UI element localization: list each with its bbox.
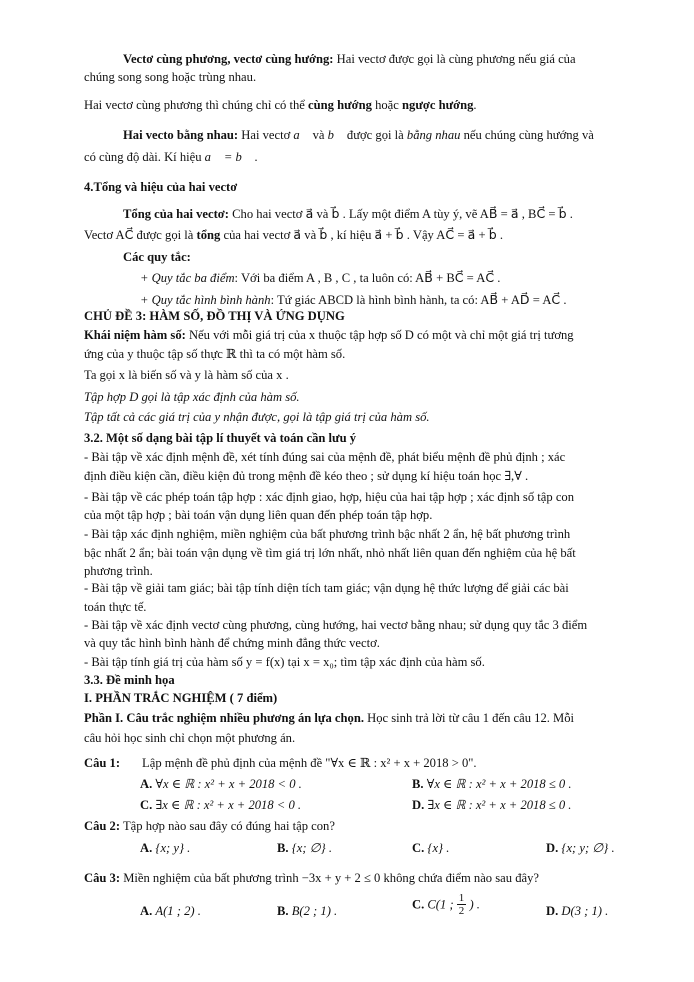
para-vector-collinear-line2: chúng song song hoặc trùng nhau. [84,70,257,84]
q1-option-b[interactable]: B. ∀x ∈ ℝ : x² + x + 2018 ≤ 0 . [412,777,572,791]
bullet-line: - Bài tập tính giá trị của hàm số y = f(x) tại x = x₀; tìm tập xác định của hàm số. [84,655,485,669]
part-title: I. PHẦN TRẮC NGHIỆM ( 7 điểm) [84,691,278,705]
para-function-line2: ứng của y thuộc tập số thực ℝ thì ta có một hàm số. [84,347,346,361]
question-2: Câu 2: Tập hợp nào sau đây có đúng hai tập con? [84,819,335,833]
bullet-line: toán thực tế. [84,600,147,614]
q3-option-c[interactable]: C. C(1 ; $\frac{1}{2}$ ) . [412,892,480,917]
para-vector-sum: Tổng của hai vectơ: Cho hai vectơ a⃗ và b⃗ . Lấy một điểm A tùy ý, vẽ AB⃗ = a⃗ , BC⃗ = b⃗ . [123,207,573,221]
q1-option-d[interactable]: D. ∃x ∈ ℝ : x² + x + 2018 ≤ 0 . [412,798,572,812]
bullet-line: của một tập hợp ; bài toán vận dụng liên quan đến phép toán tập hợp. [84,508,433,522]
bullet-line: bậc nhất 2 ẩn; bài toán vận dụng về tìm giá trị lớn nhất, nhỏ nhất liên quan đến nghiệm của hệ bất [84,546,576,560]
q3-option-b[interactable]: B. B(2 ; 1) . [277,904,338,918]
para-equal-vectors-line2: có cùng độ dài. Kí hiệu a⃗ = b⃗ . [84,150,258,164]
q3-option-a[interactable]: A. A(1 ; 2) . [140,904,201,918]
para-function-concept: Khái niệm hàm số: Nếu với mỗi giá trị của x thuộc tập hợp số D có một và chỉ một giá trị tương [84,328,574,342]
fraction: $\frac{1}{2}$ [458,892,465,917]
para-function-line5: Tập tất cả các giá trị của y nhận được, gọi là tập giá trị của hàm số. [84,410,430,424]
part1-instructions: Phần I. Câu trắc nghiệm nhiều phương án lựa chọn. Học sinh trả lời từ câu 1 đến câu 12. Mỗi [84,711,575,725]
q2-option-a[interactable]: A. {x; y} . [140,841,191,855]
bullet-line: - Bài tập xác định nghiệm, miền nghiệm của bất phương trình bậc nhất 2 ẩn, hệ bất phương trình [84,527,571,541]
rules-heading: Các quy tắc: [123,250,191,264]
rule-three-points: + Quy tắc ba điểm: Với ba điểm A , B , C , ta luôn có: AB⃗ + BC⃗ = AC⃗ . [140,271,501,285]
q3-option-d[interactable]: D. D(3 ; 1) . [546,904,609,918]
section-heading-exercise-types: 3.2. Một số dạng bài tập lí thuyết và toán cần lưu ý [84,431,357,445]
q1-option-a[interactable]: A. ∀x ∈ ℝ : x² + x + 2018 < 0 . [140,777,302,791]
question-3: Câu 3: Miền nghiệm của bất phương trình −3x + y + 2 ≤ 0 không chứa điểm nào sau đây? [84,871,539,885]
q2-option-b[interactable]: B. {x; ∅} . [277,841,332,855]
bullet-line: - Bài tập về giải tam giác; bài tập tính diện tích tam giác; vận dụng hệ thức lượng để giải các bài [84,581,569,595]
topic-heading: CHỦ ĐỀ 3: HÀM SỐ, ĐỒ THỊ VÀ ỨNG DỤNG [84,309,345,323]
bullet-line: - Bài tập về xác định mệnh đề, xét tính đúng sai của mệnh đề, phát biểu mệnh đề phủ định ; xác [84,450,566,464]
part1-instructions-line2: câu hỏi học sinh chỉ chọn một phương án. [84,731,296,745]
q2-option-c[interactable]: C. {x} . [412,841,450,855]
bullet-line: - Bài tập về xác định vectơ cùng phương, cùng hướng, hai vectơ bằng nhau; sử dụng quy tắc 3 điểm [84,618,588,632]
term-collinear: Vectơ cùng phương, vectơ cùng hướng: [123,52,334,66]
para-function-line3: Ta gọi x là biến số và y là hàm số của x . [84,368,289,382]
bullet-line: - Bài tập về các phép toán tập hợp : xác định giao, hợp, hiệu của hai tập hợp ; xác định số tập con [84,490,575,504]
para-function-line4: Tập hợp D gọi là tập xác định của hàm số. [84,390,300,404]
rule-parallelogram: + Quy tắc hình bình hành: Tứ giác ABCD là hình bình hành, ta có: AB⃗ + AD⃗ = AC⃗ . [140,293,567,307]
para-same-direction: Hai vectơ cùng phương thì chúng chỉ có thể cùng hướng hoặc ngược hướng. [84,98,477,112]
section-heading-sample-test: 3.3. Đề minh họa [84,673,175,687]
bullet-line: định điều kiện cần, điều kiện đủ trong mệnh đề kéo theo ; sử dụng kí hiệu toán học ∃,∀ . [84,469,529,483]
para-vector-sum-line2: Vectơ AC⃗ được gọi là tổng của hai vectơ a⃗ và b⃗ , kí hiệu a⃗ + b⃗ . Vậy AC⃗ = a⃗ + b⃗ . [84,228,503,242]
question-1: Câu 1: Lập mệnh đề phủ định của mệnh đề "∀x ∈ ℝ : x² + x + 2018 > 0". [84,756,477,770]
para-vector-collinear: Vectơ cùng phương, vectơ cùng hướng: Hai vectơ được gọi là cùng phương nếu giá của [123,52,576,66]
q2-option-d[interactable]: D. {x; y; ∅} . [546,841,615,855]
q1-option-c[interactable]: C. ∃x ∈ ℝ : x² + x + 2018 < 0 . [140,798,302,812]
section-heading-sum-difference: 4.Tổng và hiệu của hai vectơ [84,180,238,194]
para-equal-vectors: Hai vecto bằng nhau: Hai vectơ a⃗ và b⃗ được gọi là bằng nhau nếu chúng cùng hướng và [123,128,594,142]
bullet-line: và quy tắc hình bình hành để chứng minh đẳng thức vectơ. [84,636,380,650]
bullet-line: phương trình. [84,564,153,578]
